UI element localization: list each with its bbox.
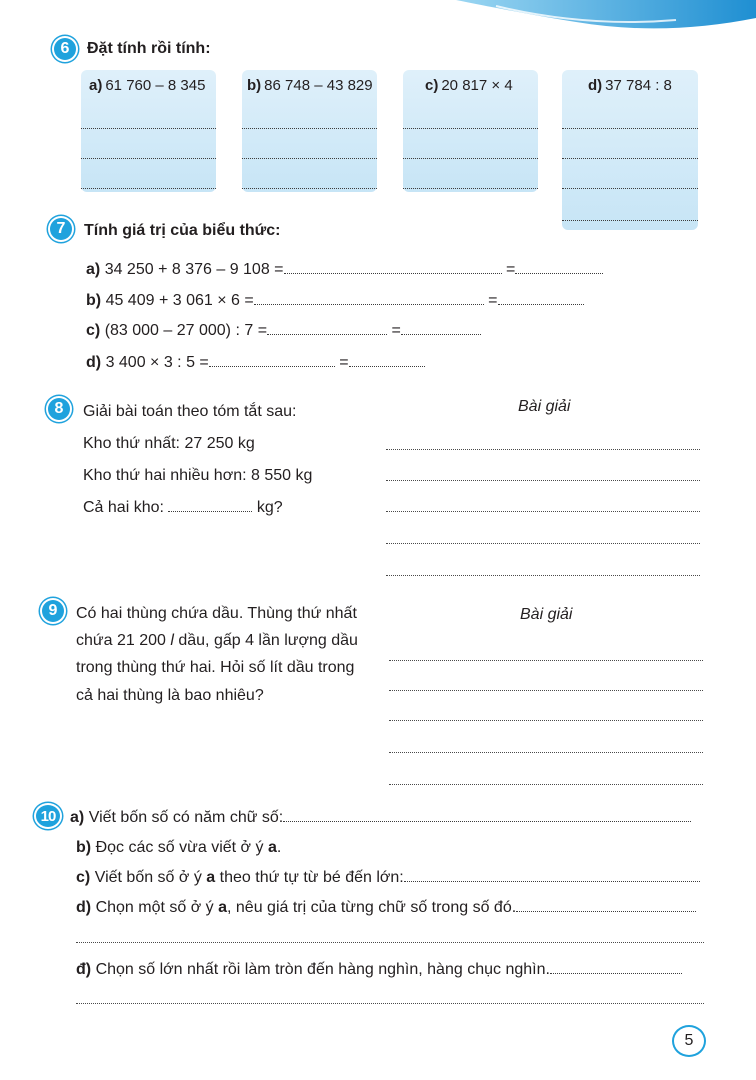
q9-answer-line bbox=[389, 752, 703, 753]
question-8-title: Giải bài toán theo tóm tắt sau: bbox=[83, 403, 297, 420]
question-7-title: Tính giá trị của biểu thức: bbox=[84, 222, 281, 239]
q9-line-2: chứa 21 200 l dầu, gấp 4 lần lượng dầu bbox=[76, 632, 358, 649]
calc-card-c bbox=[403, 70, 538, 192]
q8-line-1: Kho thứ nhất: 27 250 kg bbox=[83, 435, 255, 452]
question-8-badge: 8 bbox=[46, 396, 72, 422]
litre-unit: l bbox=[170, 632, 174, 649]
q8-line-3: Cả hai kho: kg? bbox=[83, 499, 283, 516]
q8-answer-line bbox=[386, 543, 700, 544]
q9-line-4: cả hai thùng là bao nhiêu? bbox=[76, 687, 264, 704]
card-a-letter: a) bbox=[89, 76, 103, 94]
q7-item-c: c) (83 000 – 27 000) : 7 = = bbox=[86, 322, 481, 340]
q7-item-d: d) 3 400 × 3 : 5 = = bbox=[86, 354, 425, 372]
q9-line-3: trong thùng thứ hai. Hỏi số lít dầu trong bbox=[76, 659, 355, 676]
q10-e-answer-line bbox=[76, 1003, 704, 1004]
q8-solution-label: Bài giải bbox=[518, 398, 571, 415]
q9-line-1: Có hai thùng chứa dầu. Thùng thứ nhất bbox=[76, 605, 357, 622]
calc-card-d bbox=[562, 70, 698, 230]
q8-answer-line bbox=[386, 449, 700, 450]
q8-line-2: Kho thứ hai nhiều hơn: 8 550 kg bbox=[83, 467, 313, 484]
card-b-letter: b) bbox=[247, 76, 262, 94]
q9-solution-label: Bài giải bbox=[520, 606, 573, 623]
card-a-expr: 61 760 – 8 345 bbox=[105, 76, 206, 94]
card-b-expr: 86 748 – 43 829 bbox=[264, 76, 373, 94]
q8-answer-line bbox=[386, 480, 700, 481]
q10-d-answer-line bbox=[76, 942, 704, 943]
card-c-letter: c) bbox=[425, 76, 439, 94]
card-d-letter: d) bbox=[588, 76, 603, 94]
card-c-expr: 20 817 × 4 bbox=[441, 76, 513, 94]
q7-item-b: b) 45 409 + 3 061 × 6 = = bbox=[86, 292, 584, 310]
q10-item-b: b) Đọc các số vừa viết ở ý a. bbox=[76, 839, 282, 856]
q10-item-e: đ) Chọn số lớn nhất rồi làm tròn đến hàng nghìn, hàng chục nghìn. bbox=[76, 961, 682, 979]
q9-answer-line bbox=[389, 720, 703, 721]
q10-item-c: c) Viết bốn số ở ý a theo thứ tự từ bé đến lớn: bbox=[76, 869, 700, 887]
q10-item-a: a) Viết bốn số có năm chữ số: bbox=[70, 809, 691, 827]
question-7-badge: 7 bbox=[48, 216, 74, 242]
question-10-badge: 10 bbox=[34, 803, 62, 829]
q9-answer-line bbox=[389, 690, 703, 691]
q8-answer-line bbox=[386, 575, 700, 576]
q9-answer-line bbox=[389, 660, 703, 661]
question-9-badge: 9 bbox=[40, 598, 66, 624]
card-d-expr: 37 784 : 8 bbox=[605, 76, 672, 94]
q7-item-a: a) 34 250 + 8 376 – 9 108 = = bbox=[86, 261, 603, 279]
question-6-badge: 6 bbox=[52, 36, 78, 62]
question-6-title: Đặt tính rồi tính: bbox=[87, 40, 211, 57]
q9-answer-line bbox=[389, 784, 703, 785]
q10-item-d: d) Chọn một số ở ý a, nêu giá trị của từng chữ số trong số đó. bbox=[76, 899, 696, 917]
calc-card-b bbox=[242, 70, 377, 192]
calc-card-a bbox=[81, 70, 216, 192]
header-wave-decoration bbox=[456, 0, 756, 40]
q8-answer-line bbox=[386, 511, 700, 512]
page-number: 5 bbox=[672, 1025, 706, 1057]
